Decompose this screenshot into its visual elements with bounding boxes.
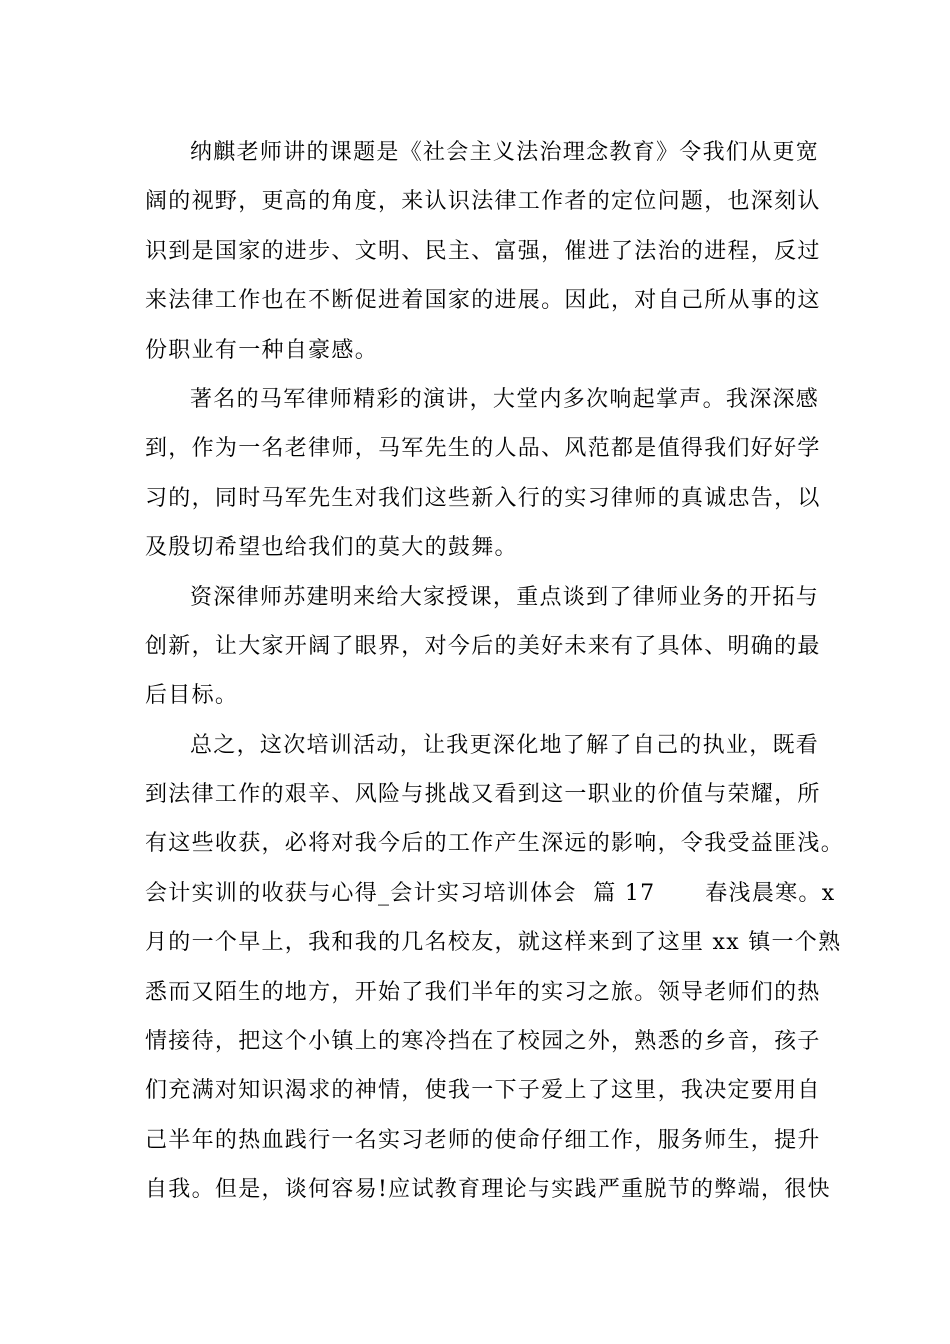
text-line: 有这些收获，必将对我今后的工作产生深远的影响，令我受益匪浅。 (145, 831, 845, 857)
text-line: 月的一个早上，我和我的几名校友，就这样来到了这里 xx 镇一个熟 (145, 930, 842, 956)
text-line: 及殷切希望也给我们的莫大的鼓舞。 (145, 535, 518, 561)
text-line: 份职业有一种自豪感。 (145, 337, 379, 363)
text-line: 识到是国家的进步、文明、民主、富强，催进了法治的进程，反过 (145, 238, 821, 264)
body-text (145, 128, 845, 1215)
text-line: 习的，同时马军先生对我们这些新入行的实习律师的真诚忠告，以 (145, 485, 821, 511)
text-line: 纳麒老师讲的课题是《社会主义法治理念教育》令我们从更宽 (190, 140, 820, 165)
text-line: 己半年的热血践行一名实习老师的使命仔细工作，服务师生，提升 (145, 1127, 821, 1153)
text-line: 到法律工作的艰辛、风险与挑战又看到这一职业的价值与荣耀，所 (145, 782, 821, 808)
text-line: 著名的马军律师精彩的演讲，大堂内多次响起掌声。我深深感 (190, 386, 820, 412)
text-line: 情接待，把这个小镇上的寒冷挡在了校园之外，熟悉的乡音，孩子 (145, 1029, 821, 1055)
text-line: 会计实训的收获与心得_会计实习培训体会 篇 17 春浅晨寒。x (145, 880, 836, 906)
text-line: 到，作为一名老律师，马军先生的人品、风范都是值得我们好好学 (145, 436, 821, 462)
text-line: 来法律工作也在不断促进着国家的进展。因此，对自己所从事的这 (145, 288, 821, 314)
text-line: 资深律师苏建明来给大家授课，重点谈到了律师业务的开拓与 (190, 584, 820, 610)
text-line: 创新，让大家开阔了眼界，对今后的美好未来有了具体、明确的最 (145, 633, 821, 659)
text-line: 悉而又陌生的地方，开始了我们半年的实习之旅。领导老师们的热 (145, 979, 821, 1005)
text-line: 们充满对知识渴求的神情，使我一下子爱上了这里，我决定要用自 (145, 1078, 821, 1104)
text-line: 自我。但是，谈何容易!应试教育理论与实践严重脱节的弊端，很快 (145, 1177, 831, 1203)
text-line: 后目标。 (145, 683, 239, 709)
text-line: 阔的视野，更高的角度，来认识法律工作者的定位问题，也深刻认 (145, 189, 821, 215)
text-line: 总之，这次培训活动，让我更深化地了解了自己的执业，既看 (190, 732, 820, 758)
